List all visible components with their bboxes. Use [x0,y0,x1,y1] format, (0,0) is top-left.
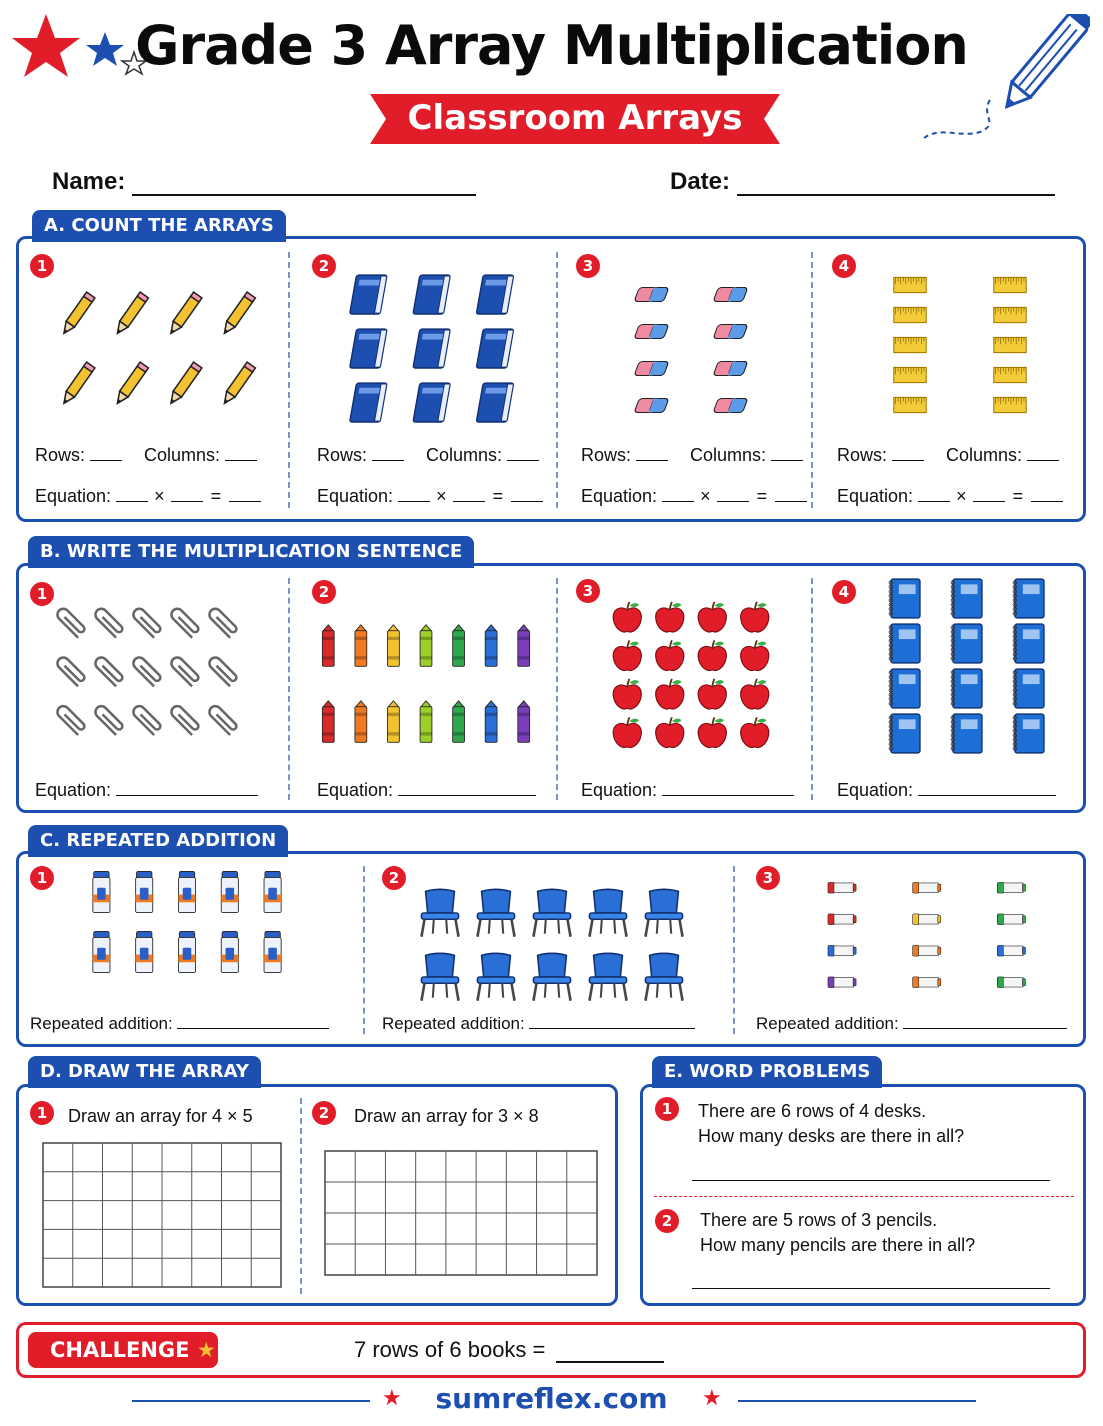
number-badge: 2 [382,866,406,890]
marker-icon [828,977,856,988]
equals-sign: = [210,486,222,506]
rows-label: Rows: [837,445,888,465]
number-badge: 1 [30,582,54,606]
repeated-addition-line [382,1014,695,1034]
eraser-icon [634,398,669,412]
answer-blank[interactable] [662,488,694,502]
glue-stick-icon [264,931,281,972]
number-badge: 1 [30,866,54,890]
apple-icon [741,717,769,747]
crayon-icon [388,625,400,666]
array-pencils [50,280,264,420]
book-icon [476,275,513,314]
section-e-title: E. WORD PROBLEMS [652,1056,882,1088]
draw-prompt: Draw an array for 4 × 5 [68,1106,253,1126]
array-glue-sticks [80,862,294,982]
pencil-icon [220,362,255,406]
drawing-grid[interactable] [42,1142,282,1288]
pencil-icon [113,362,148,406]
marker-icon [997,914,1025,925]
answer-blank[interactable] [775,488,807,502]
name-label: Name: [52,168,126,195]
answer-blank[interactable] [171,488,203,502]
marker-icon [997,945,1025,956]
apple-icon [613,602,641,632]
glue-stick-icon [178,871,195,912]
times-sign: × [700,486,711,506]
apple-icon [656,679,684,709]
section-b-title: B. WRITE THE MULTIPLICATION SENTENCE [28,536,474,568]
marker-icon [997,882,1025,893]
ruler-icon [894,367,926,382]
times-sign: × [154,486,165,506]
paperclip-icon [169,704,200,735]
date-field[interactable] [670,168,1055,196]
crayon-icon [322,625,334,666]
array-books [336,268,526,430]
notebook-icon [951,579,982,618]
apple-icon [698,679,726,709]
equation-label: Equation: [581,486,658,506]
answer-blank[interactable] [229,488,261,502]
number-badge: 4 [832,254,856,278]
array-chairs [412,880,692,1008]
draw-prompt: Draw an array for 3 × 8 [354,1106,539,1126]
pencil-icon [113,292,148,336]
eraser-icon [634,361,669,375]
repeated-addition-label: Repeated addition: [30,1014,173,1033]
eraser-icon [634,287,669,301]
pencil-icon [167,292,202,336]
pencil-icon [60,292,95,336]
array-rulers [860,270,1060,420]
array-notebooks [874,576,1060,756]
columns-label: Columns: [946,445,1023,465]
notebook-icon [1013,714,1044,753]
array-erasers [612,276,770,424]
equation-label: Equation: [35,486,112,506]
answer-blank[interactable] [636,447,668,461]
eraser-icon [713,324,748,338]
crayon-icon [355,701,367,742]
paperclip-icon [93,704,124,735]
eraser-icon [634,324,669,338]
divider [811,252,813,508]
divider [556,578,558,800]
eraser-icon [713,287,748,301]
divider [363,866,365,1034]
divider [300,1098,302,1294]
book-icon [413,275,450,314]
apple-icon [613,679,641,709]
glue-stick-icon [221,931,238,972]
equation-line [317,780,536,801]
book-icon [350,329,387,368]
rows-label: Rows: [581,445,632,465]
answer-blank[interactable] [529,1015,695,1029]
divider [556,252,558,508]
ruler-icon [894,307,926,322]
star-icon: ★ [702,1386,722,1411]
book-icon [476,383,513,422]
book-icon [476,329,513,368]
apple-icon [698,717,726,747]
repeated-addition-line [756,1014,1067,1034]
glue-stick-icon [93,871,110,912]
challenge-badge [28,1332,218,1368]
answer-blank[interactable] [398,488,430,502]
apple-icon [613,640,641,670]
section-d-title: D. DRAW THE ARRAY [28,1056,261,1088]
equation-label: Equation: [317,486,394,506]
book-icon [350,275,387,314]
divider [288,578,290,800]
chair-icon [533,889,570,936]
number-badge: 2 [655,1209,679,1233]
notebook-icon [951,714,982,753]
chair-icon [645,889,682,936]
equation-line [837,780,1056,801]
notebook-icon [889,624,920,663]
book-icon [413,383,450,422]
problem-question: How many pencils are there in all? [700,1235,976,1255]
name-line[interactable] [132,174,476,196]
chair-icon [421,889,458,936]
paperclip-icon [207,655,238,686]
answer-blank[interactable] [511,488,543,502]
answer-blank[interactable] [177,1015,329,1029]
array-paperclips [52,598,242,744]
answer-blank[interactable] [398,782,536,796]
notebook-icon [1013,624,1044,663]
eraser-icon [713,398,748,412]
divider [733,866,735,1034]
rows-columns-line [35,445,257,466]
answer-blank[interactable] [372,447,404,461]
chair-icon [477,953,514,1000]
divider [654,1196,1074,1197]
answer-blank[interactable] [507,447,539,461]
answer-blank[interactable] [918,782,1056,796]
paperclip-icon [131,704,162,735]
notebook-icon [951,669,982,708]
apple-icon [741,602,769,632]
marker-icon [913,977,941,988]
problem-text: There are 6 rows of 4 desks. [698,1101,927,1121]
crayon-icon [420,625,432,666]
notebook-icon [889,714,920,753]
apple-icon [698,602,726,632]
glue-stick-icon [136,871,153,912]
rows-columns-line [317,445,539,466]
marker-icon [997,977,1025,988]
number-badge: 1 [30,1101,54,1125]
number-badge: 2 [312,1101,336,1125]
ruler-icon [994,367,1026,382]
date-line[interactable] [737,174,1055,196]
book-icon [413,329,450,368]
apple-icon [656,640,684,670]
section-c-title: C. REPEATED ADDITION [28,825,288,857]
answer-blank[interactable] [903,1015,1067,1029]
answer-blank[interactable] [771,447,803,461]
paperclip-icon [169,655,200,686]
challenge-answer-line[interactable] [556,1343,664,1363]
array-markers [800,872,1054,998]
ruler-icon [994,277,1026,292]
repeated-addition-label: Repeated addition: [382,1014,525,1033]
problem-question: How many desks are there in all? [698,1126,965,1146]
pencil-icon [60,362,95,406]
apple-icon [741,679,769,709]
paperclip-icon [55,704,86,735]
times-sign: × [436,486,447,506]
challenge-label: CHALLENGE [50,1338,190,1362]
drawing-grid[interactable] [324,1150,598,1276]
eraser-icon [713,361,748,375]
challenge-text: 7 rows of 6 books = [354,1337,546,1362]
chair-icon [533,953,570,1000]
crayon-icon [355,625,367,666]
crayon-icon [420,701,432,742]
chair-icon [645,953,682,1000]
ruler-icon [894,277,926,292]
equation-label: Equation: [317,780,394,800]
columns-label: Columns: [690,445,767,465]
times-sign: × [956,486,967,506]
glue-stick-icon [178,931,195,972]
answer-blank[interactable] [116,488,148,502]
paperclip-icon [93,606,124,637]
paperclip-icon [207,704,238,735]
answer-line[interactable] [692,1288,1050,1289]
array-crayons [312,608,540,760]
marker-icon [913,882,941,893]
paperclip-icon [169,606,200,637]
apple-icon [698,640,726,670]
equation-line [837,486,1063,507]
date-label: Date: [670,168,731,195]
problem-text: There are 5 rows of 3 pencils. [700,1210,938,1230]
answer-blank[interactable] [116,782,258,796]
ruler-icon [994,307,1026,322]
ruler-icon [894,337,926,352]
ruler-icon [994,337,1026,352]
paperclip-icon [93,655,124,686]
notebook-icon [1013,579,1044,618]
rows-label: Rows: [35,445,86,465]
equation-line [581,780,794,801]
glue-stick-icon [221,871,238,912]
rows-label: Rows: [317,445,368,465]
apple-icon [656,602,684,632]
apple-icon [741,640,769,670]
answer-blank[interactable] [892,447,924,461]
notebook-icon [951,624,982,663]
apple-icon [613,717,641,747]
answer-line[interactable] [692,1180,1050,1181]
marker-icon [913,945,941,956]
answer-blank[interactable] [1027,447,1059,461]
subtitle: Classroom Arrays [407,98,743,138]
divider [811,578,813,800]
array-apples [606,598,776,752]
ruler-icon [994,397,1026,412]
columns-label: Columns: [144,445,221,465]
answer-blank[interactable] [973,488,1005,502]
number-badge: 3 [576,254,600,278]
equals-sign: = [756,486,768,506]
number-badge: 3 [576,579,600,603]
paperclip-icon [55,606,86,637]
number-badge: 3 [756,866,780,890]
marker-icon [828,945,856,956]
rows-columns-line [837,445,1059,466]
marker-icon [828,882,856,893]
chair-icon [589,953,626,1000]
equation-line [35,780,258,801]
footer-site: sumreflex.com [435,1382,668,1415]
answer-blank[interactable] [717,488,749,502]
marker-icon [913,914,941,925]
crayon-icon [388,701,400,742]
equals-sign: = [492,486,504,506]
number-badge: 2 [312,254,336,278]
equation-line [581,486,807,507]
paperclip-icon [131,606,162,637]
divider [288,252,290,508]
paperclip-icon [55,655,86,686]
name-field[interactable] [52,168,476,196]
notebook-icon [889,669,920,708]
page-title: Grade 3 Array Multiplication [135,14,968,77]
number-badge: 1 [30,254,54,278]
pencil-icon [220,292,255,336]
chair-icon [589,889,626,936]
answer-blank[interactable] [225,447,257,461]
notebook-icon [889,579,920,618]
paperclip-icon [207,606,238,637]
crayon-icon [453,625,465,666]
equation-line [35,486,261,507]
chair-icon [421,953,458,1000]
word-problem-2 [700,1208,975,1258]
star-icon: ★ [382,1386,402,1411]
number-badge: 4 [832,580,856,604]
rows-columns-line [581,445,803,466]
columns-label: Columns: [426,445,503,465]
glue-stick-icon [136,931,153,972]
crayon-icon [453,701,465,742]
answer-blank[interactable] [1031,488,1063,502]
equation-label: Equation: [837,780,914,800]
paperclip-icon [131,655,162,686]
answer-blank[interactable] [662,782,794,796]
answer-blank[interactable] [453,488,485,502]
equation-line [317,486,543,507]
equals-sign: = [1012,486,1024,506]
notebook-icon [1013,669,1044,708]
word-problem-1 [698,1099,964,1149]
repeated-addition-line [30,1014,329,1034]
book-icon [350,383,387,422]
ruler-icon [894,397,926,412]
apple-icon [656,717,684,747]
number-badge: 1 [655,1097,679,1121]
star-icon: ★ [196,1338,216,1362]
chair-icon [477,889,514,936]
equation-label: Equation: [35,780,112,800]
glue-stick-icon [264,871,281,912]
challenge-question [354,1337,664,1363]
crayon-icon [518,625,530,666]
crayon-icon [322,701,334,742]
equation-label: Equation: [581,780,658,800]
number-badge: 2 [312,580,336,604]
section-a-title: A. COUNT THE ARRAYS [32,210,286,242]
crayon-icon [485,625,497,666]
pencil-icon [167,362,202,406]
glue-stick-icon [93,931,110,972]
equation-label: Equation: [837,486,914,506]
repeated-addition-label: Repeated addition: [756,1014,899,1033]
answer-blank[interactable] [918,488,950,502]
crayon-icon [485,701,497,742]
crayon-icon [518,701,530,742]
answer-blank[interactable] [90,447,122,461]
marker-icon [828,914,856,925]
